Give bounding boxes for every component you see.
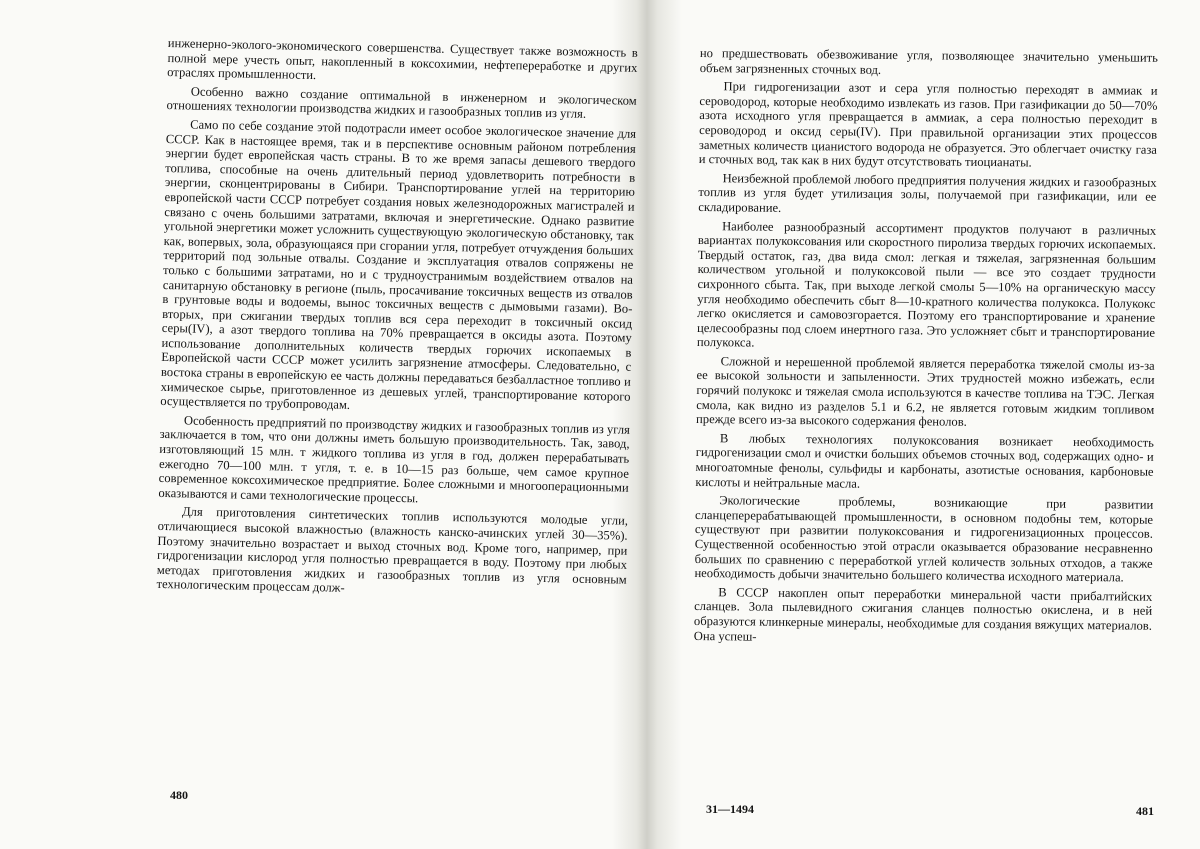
left-page xyxy=(156,36,638,606)
left-paragraph-2: Особенно важно создание оптимальной в инженерном и экологическом отношениях технологии производства жидких и газообразных топлив из угля. xyxy=(166,84,637,122)
right-paragraph-8: В СССР накоплен опыт переработки минеральной части прибалтийских сланцев. Зола пылевидного сжигания сланцев полностью окислена, и в ней образуются клинкерные минералы, необходимые для создания вяжущих материалов. Она успеш- xyxy=(693,585,1153,644)
left-paragraph-3: Само по себе создание этой подотрасли имеет особое экологическое значение для СССР. Как в настоящее время, так и в перспективе основным районом потребления энергии будет европейская часть страны. В то же время запасы дешевого твердого топлива, способные на очень длительный период удовлетворить потребности в энергии, сконцентрированы в Сибири. Транспортирование углей на территорию европейской части СССР потребует создания новых железнодорожных магистралей и связано с очень большими затратами, включая и энергетические. Однако развитие угольной энергетики может усложнить существующую экологическую обстановку, так как, вопервых, зола, образующаяся при сгорании угля, потребует отчуждения больших территорий под зольные отвалы. Создание и эксплуатация отвалов сопряжены не только с большими затратами, но и с трудноустранимым воздействием отвалов на санитарную обстановку в регионе (пыль, просачивание токсичных веществ из отвалов в грунтовые воды и водоемы, вынос токсичных веществ с дымовыми газами). Во-вторых, при сжигании твердых топлив вся сера переходит в токсичный оксид серы(IV), а азот твердого топлива на 70% превращается в оксиды азота. Поэтому использование дополнительных количеств твердых горючих ископаемых в Европейской части СССР может усилить загрязнение атмосферы. Следовательно, с востока страны в европейскую ее часть должны передаваться безбалластное топливо и химическое сырье, приготовленное из дешевых углей, транспортирование которого осуществляется по трубопроводам. xyxy=(160,117,637,413)
left-paragraph-1: инженерно-эколого-экономического совершенства. Существует также возможность в полной мере учесть опыт, накопленный в коксохимии, нефтепереработке и других отраслях промышленности. xyxy=(167,36,638,83)
right-paragraph-1: но предшествовать обезвоживание угля, позволяющее значительно уменьшить объем загрязненных сточных вод. xyxy=(699,46,1158,77)
right-paragraph-7: Экологические проблемы, возникающие при развитии сланцеперерабатывающей промышленности, в основном подобны тем, которые существуют при развитии полукоксования и гидрогенизационных процессов. Существенной особенностью этой отрасли оказывается образование несравненно больших по сравнению с переработкой углей количеств зольных отходов, а также необходимость добычи значительно большего количества исходного материала. xyxy=(694,493,1154,585)
right-paragraph-2: При гидрогенизации азот и сера угля полностью переходят в аммиак и сероводород, которые необходимо извлекать из газов. При газификации до 50—70% азота исходного угля превращается в аммиак, а сера полностью переходит в сероводород и оксид серы(IV). При правильной организации этих процессов заметных количеств цианистого водорода не образуется. Это облегчает очистку газа и сточных вод, так как в них будут отсутствовать тиоцианаты. xyxy=(698,79,1158,170)
left-page-number: 480 xyxy=(170,788,188,802)
right-page xyxy=(694,46,1158,652)
left-paragraph-5: Для приготовления синтетических топлив используются молодые угли, отличающиеся высокой влажностью (влажность канско-ачинских углей 30—35%). Поэтому значительно возрастает и выход сточных вод. Кроме того, например, при гидрогенизации кислород угля полностью превращается в воду. Поэтому при любых методах приготовления жидких и газообразных топлив из угля основным технологическим процессам долж- xyxy=(156,504,629,596)
left-paragraph-4: Особенность предприятий по производству жидких и газообразных топлив из угля заключается в том, что они должны иметь большую производительность. Так, завод, изготовляющий 15 млн. т жидкого топлива из угля в год, должен перерабатывать ежегодно 70—100 млн. т угля, т. е. в 10—15 раз больше, чем самое крупное современное коксохимическое предприятие. Более сложными и многооперационными оказываются и сами технологические процессы. xyxy=(158,413,631,506)
printer-signature: 31—1494 xyxy=(706,802,754,816)
right-page-number: 481 xyxy=(1136,804,1154,818)
right-paragraph-6: В любых технологиях полукоксования возникает необходимость гидрогенизации смол и очистки больших объемов сточных вод, содержащих одно- и многоатомные фенолы, сульфиды и карбонаты, азотистые основания, карбоновые кислоты и нейтральные масла. xyxy=(695,431,1154,491)
right-paragraph-4: Наиболее разнообразный ассортимент продуктов получают в различных вариантах полукоксования или скоростного пиролиза твердых горючих ископаемых. Твердый остаток, газ, два вида смол: легкая и тяжелая, загрязненная большим количеством угольной и полукоксовой пыли — все это создает трудности сихронного сбыта. Так, при выходе легкой смолы 5—10% на органическую массу угля необходимо обеспечить сбыт 8—10-кратного количества полукокса. Полукокс легко окисляется и самовозгорается. Поэтому его транспортирование и хранение целесообразны под слоем инертного газа. Это усложняет сбыт и транспортирование полукокса. xyxy=(696,218,1157,350)
right-paragraph-3: Неизбежной проблемой любого предприятия получения жидких и газообразных топлив из угля будет утилизация золы, получаемой при газификации, или ее складирование. xyxy=(698,170,1157,215)
right-paragraph-5: Сложной и нерешенной проблемой является переработка тяжелой смолы из-за ее высокой зольности и запыленности. Этих трудностей можно избежать, если горячий полукокс и тяжелая смола используются в качестве топлива на ТЭС. Легкая смола, как видно из разделов 5.1 и 6.2, не является готовым жидким топливом прежде всего из-за высокого содержания фенолов. xyxy=(696,354,1155,430)
